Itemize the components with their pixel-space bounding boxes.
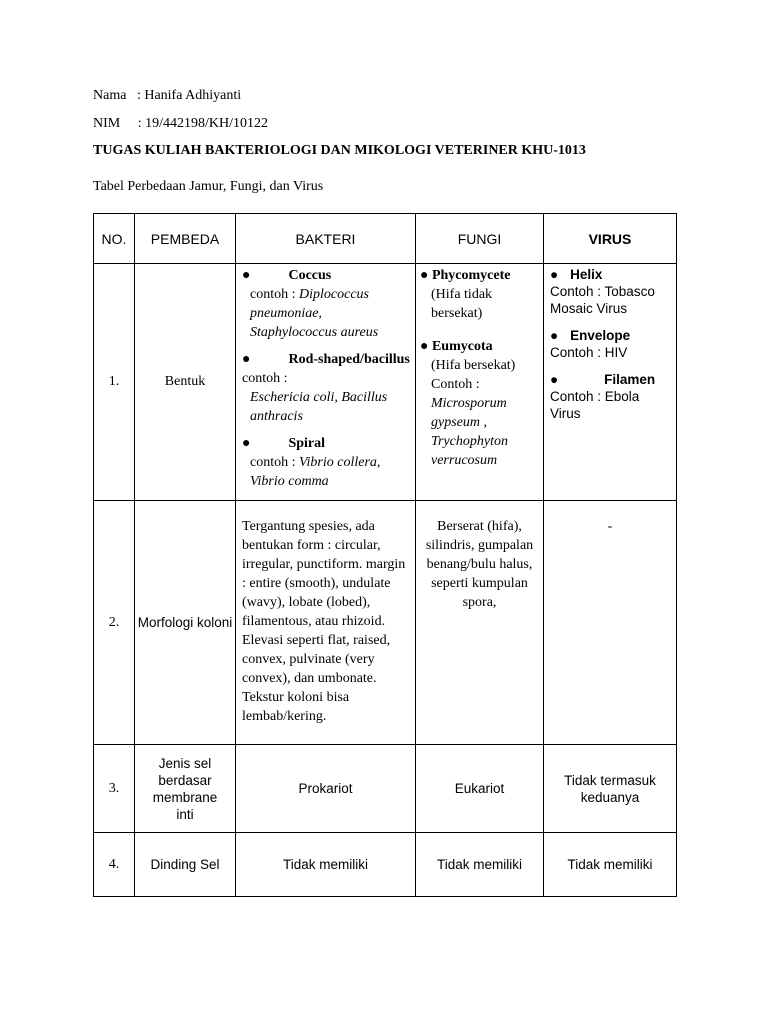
header-bakteri: BAKTERI (236, 214, 416, 264)
row-number: 4. (94, 833, 135, 897)
virus-cell (544, 501, 677, 745)
header-virus: VIRUS (544, 214, 677, 264)
row-pembeda: Dinding Sel (135, 833, 236, 897)
header-no: NO. (94, 214, 135, 264)
cell-text: Tergantung spesies, ada bentukan form : circular, irregular, punctiform. margin : entire (smooth), undulate (wavy), lobate (lobed), filamentous, atau rhizoid. Elevasi seperti flat, raised, convex, pulvinate (very convex), dan umbonate. Tekstur koloni bisa lembab/kering. (242, 519, 406, 724)
list-item: ● Eumycota (420, 339, 493, 354)
comparison-table (93, 213, 677, 897)
row-pembeda: Bentuk (135, 264, 236, 501)
row-pembeda: Jenis sel berdasar membrane inti (135, 745, 236, 833)
table-header-row (94, 214, 677, 264)
name-label: Nama (93, 88, 127, 103)
list-item: ● Filamen (550, 372, 656, 387)
list-item-detail: Contoh : Tobasco Mosaic Virus (550, 284, 655, 316)
virus-cell: Tidak termasuk keduanya (544, 745, 677, 833)
list-item-detail: Eschericia coli, Bacillus anthracis (250, 390, 388, 424)
nim-value: : 19/442198/KH/10122 (137, 116, 269, 131)
list-item-detail: Contoh : (431, 377, 480, 392)
list-item-detail: Contoh : Ebola Virus (550, 389, 640, 421)
bullet-icon: ● (242, 436, 251, 451)
table-caption: Tabel Perbedaan Jamur, Fungi, dan Virus (93, 179, 324, 194)
cell-text: Berserat (hifa), silindris, gumpalan benang/bulu halus, seperti kumpulan spora, (425, 519, 534, 610)
list-item-detail: contoh : Diplococcus pneumoniae, Staphylococcus aureus (250, 287, 379, 340)
fungi-cell (416, 501, 544, 745)
header-fungi: FUNGI (416, 214, 544, 264)
virus-cell (544, 264, 677, 501)
bullet-icon: ● (550, 372, 559, 387)
list-item-detail: (Hifa bersekat) (431, 358, 516, 373)
virus-cell: Tidak memiliki (544, 833, 677, 897)
bakteri-cell: Prokariot (236, 745, 416, 833)
bakteri-cell (236, 501, 416, 745)
list-item: ● Helix (550, 267, 603, 282)
list-item: ● Coccus (242, 268, 332, 283)
list-item: ● Envelope (550, 328, 631, 343)
name-value: : Hanifa Adhiyanti (136, 88, 242, 103)
bullet-icon: ● (242, 268, 251, 283)
bakteri-cell: Tidak memiliki (236, 833, 416, 897)
bullet-icon: ● (550, 267, 559, 282)
bullet-icon: ● (420, 268, 429, 283)
cell-text: - (607, 519, 613, 534)
table-row (94, 833, 677, 897)
bakteri-cell (236, 264, 416, 501)
table-row (94, 745, 677, 833)
fungi-cell (416, 264, 544, 501)
document-title: TUGAS KULIAH BAKTERIOLOGI DAN MIKOLOGI VETERINER KHU-1013 (93, 143, 586, 158)
bullet-icon: ● (420, 339, 429, 354)
list-item-detail: Microsporum gypseum , Trychophyton verrucosum (431, 396, 508, 468)
table-row (94, 264, 677, 501)
list-item: ● Phycomycete (420, 268, 511, 283)
fungi-cell: Eukariot (416, 745, 544, 833)
row-number: 3. (94, 745, 135, 833)
list-item-detail: (Hifa tidak bersekat) (431, 287, 493, 321)
header-pembeda: PEMBEDA (135, 214, 236, 264)
name-line (93, 88, 241, 104)
list-item: ● Spiral (242, 436, 326, 451)
nim-label: NIM (93, 116, 121, 131)
list-item: ● Rod-shaped/bacillus contoh : (242, 352, 410, 386)
bullet-icon: ● (550, 328, 559, 343)
list-item-detail: contoh : Vibrio collera, Vibrio comma (250, 455, 381, 489)
nim-line (93, 116, 268, 132)
list-item-detail: Contoh : HIV (550, 345, 628, 360)
table-row (94, 501, 677, 745)
row-number: 2. (94, 501, 135, 745)
row-number: 1. (94, 264, 135, 501)
bullet-icon: ● (242, 352, 251, 367)
row-pembeda: Morfologi koloni (135, 501, 236, 745)
fungi-cell: Tidak memiliki (416, 833, 544, 897)
